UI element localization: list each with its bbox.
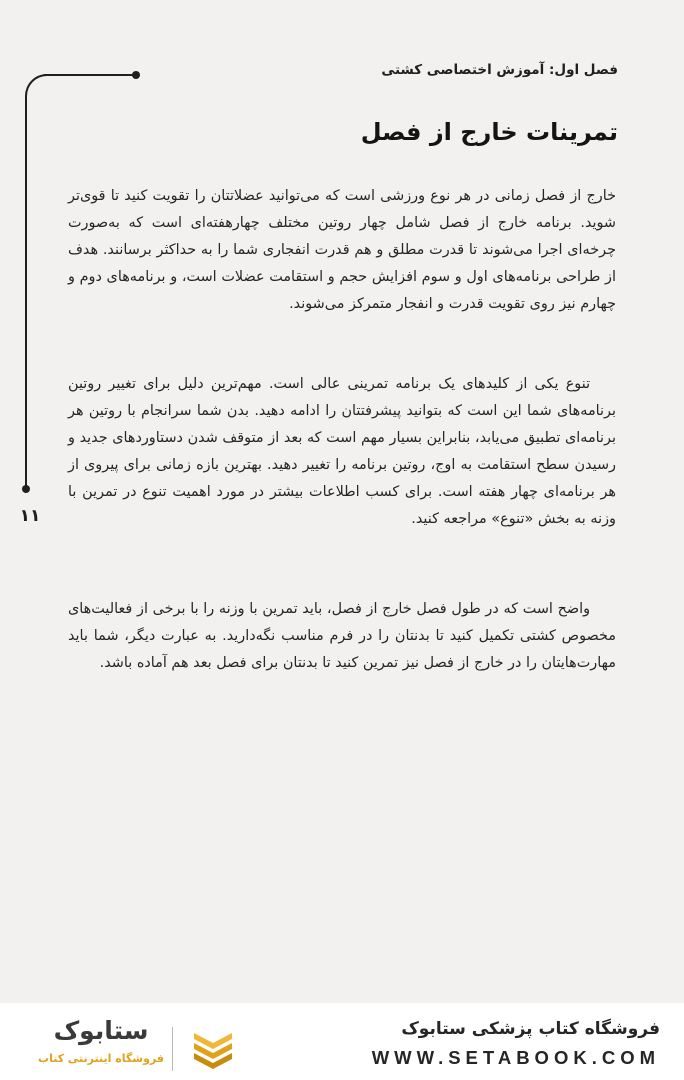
store-url[interactable]: WWW.SETABOOK.COM: [371, 1047, 660, 1068]
header-rule-dot: [132, 71, 140, 79]
paragraph-3: واضح است که در طول فصل خارج از فصل، باید تمرین با وزنه را با برخی از فعالیت‌های مخصوص کشتی تکمیل کنید تا بدنتان را در فرم مناسب نگه‌دارید. به عبارت دیگر، شما باید مهارت‌هایتان را در خارج از فصل نیز تمرین کنید تا بدنتان برای فصل بعد هم آماده باشد.: [68, 601, 616, 671]
logo-tagline: فروشگاه اینترنتی کتاب: [38, 1052, 164, 1065]
running-header: فصل اول: آموزش اختصاصی کشتی: [381, 62, 618, 78]
margin-rule: [25, 100, 27, 488]
logo-wordmark: ستابوک: [53, 1016, 149, 1045]
page-number: ۱۱: [19, 506, 41, 526]
book-stack-icon: [190, 1025, 236, 1071]
store-name: فروشگاه کتاب پزشکی ستابوک: [401, 1019, 660, 1039]
paragraph-2: تنوع یکی از کلیدهای یک برنامه تمرینی عالی است. مهم‌ترین دلیل برای تغییر روتین برنامه‌های شما این است که بتوانید پیشرفتتان را ادامه دهید. بدن شما سرانجام با روتین هر برنامه‌ای تطبیق می‌یابد، بنابراین بسیار مهم است که بعد از متوقف شدن دستاوردهای جدید و رسیدن سطح استقامت به اوج، روتین برنامه را تغییر دهید. بهترین بازه زمانی برای پیروی از هر برنامه‌ای چهار هفته است. برای کسب اطلاعات بیشتر در مورد اهمیت تنوع در تمرین با وزنه به بخش «تنوع» مراجعه کنید.: [68, 376, 616, 527]
section-title: تمرینات خارج از فصل: [360, 118, 618, 146]
store-footer: [0, 1003, 684, 1080]
margin-rule-corner: [25, 74, 49, 106]
header-rule: [44, 74, 136, 76]
paragraph-1: خارج از فصل زمانی در هر نوع ورزشی است که می‌توانید عضلاتتان را تقویت کنید تا قوی‌تر شوید. برنامه خارج از فصل شامل چهار روتین مختلف چهارهفته‌ای است که به‌صورت چرخه‌ای اجرا می‌شوند تا قدرت مطلق و هم قدرت انفجاری شما را به حداکثر برسانند. هدف از طراحی برنامه‌های اول و سوم افزایش حجم و استقامت عضلات است، و برنامه‌های دوم و چهارم نیز روی تقویت قدرت و انفجار متمرکز می‌شوند.: [68, 188, 616, 312]
logo-divider: [172, 1027, 173, 1071]
margin-rule-dot: [22, 485, 30, 493]
